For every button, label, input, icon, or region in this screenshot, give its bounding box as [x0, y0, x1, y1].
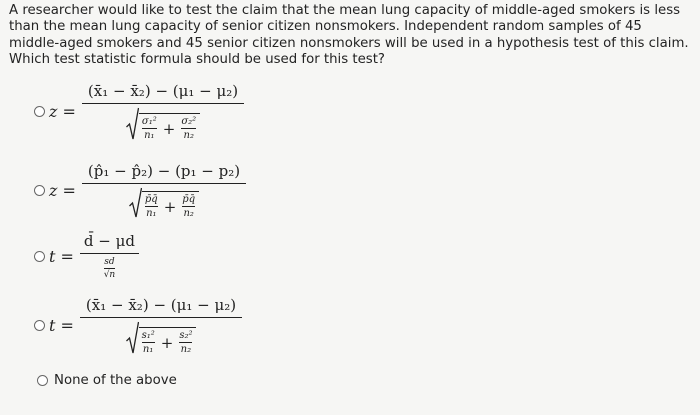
formula-numerator: (x̄₁ − x̄₂) − (μ₁ − μ₂) [87, 82, 239, 100]
formula-fraction [82, 162, 246, 219]
term-top: sd [104, 257, 115, 268]
formula-numerator: (x̄₁ − x̄₂) − (μ₁ − μ₂) [85, 296, 237, 314]
question-text: A researcher would like to test the claim that the mean lung capacity of middle-aged smokers is less than the mean lung capacity of senior citizen nonsmokers. Independent random samples of 45 middle-aged smokers and 45 senior citizen nonsmokers will be used in a hypothesis test of this claim. Which test statistic formula should be used for this test? [9, 3, 689, 68]
sqrt-sign [129, 187, 199, 219]
option-z-means[interactable] [34, 82, 244, 141]
formula-denominator [126, 318, 197, 355]
radio-button[interactable] [34, 320, 45, 331]
option-lhs: z = [49, 181, 76, 201]
formula-denominator [129, 184, 199, 219]
term-top: σ₂² [181, 116, 197, 128]
formula-numerator: (p̂₁ − p̂₂) − (p₁ − p₂) [87, 162, 241, 180]
formula-fraction [82, 82, 244, 141]
radio-button[interactable] [34, 251, 45, 262]
formula-fraction [80, 296, 242, 355]
term-top: s₁² [141, 330, 155, 342]
option-t-paired[interactable] [34, 232, 139, 280]
option-lhs: t = [49, 316, 74, 336]
term-top: p̄q̄ [144, 194, 158, 206]
formula-denominator [104, 254, 116, 280]
term-bottom: n₂ [183, 130, 194, 142]
term-bottom: n₁ [146, 208, 157, 220]
radio-button[interactable] [34, 185, 45, 196]
option-lhs: t = [49, 246, 74, 266]
option-z-proportions[interactable] [34, 162, 246, 219]
formula-fraction [80, 232, 139, 280]
formula-denominator [126, 104, 200, 141]
sqrt-sign [126, 107, 200, 141]
plus-sign: + [160, 333, 174, 352]
radio-button[interactable] [37, 375, 48, 386]
radio-button[interactable] [34, 106, 45, 117]
term-bottom: n₁ [144, 130, 155, 142]
term-top: σ₁² [141, 116, 157, 128]
option-lhs: z = [49, 102, 76, 122]
term-bottom: n₂ [180, 344, 192, 356]
term-bottom: n₁ [142, 344, 154, 356]
term-top: s₂² [179, 330, 193, 342]
sqrt-sign [126, 321, 197, 355]
formula-numerator: d̄ − μd [83, 232, 135, 250]
option-t-means[interactable] [34, 296, 242, 355]
term-top: p̄q̄ [182, 194, 196, 206]
plus-sign: + [163, 197, 177, 216]
option-none[interactable] [37, 373, 177, 388]
plus-sign: + [162, 119, 176, 138]
term-bottom: √n [103, 270, 116, 281]
option-label: None of the above [54, 373, 177, 388]
term-bottom: n₂ [183, 208, 194, 220]
